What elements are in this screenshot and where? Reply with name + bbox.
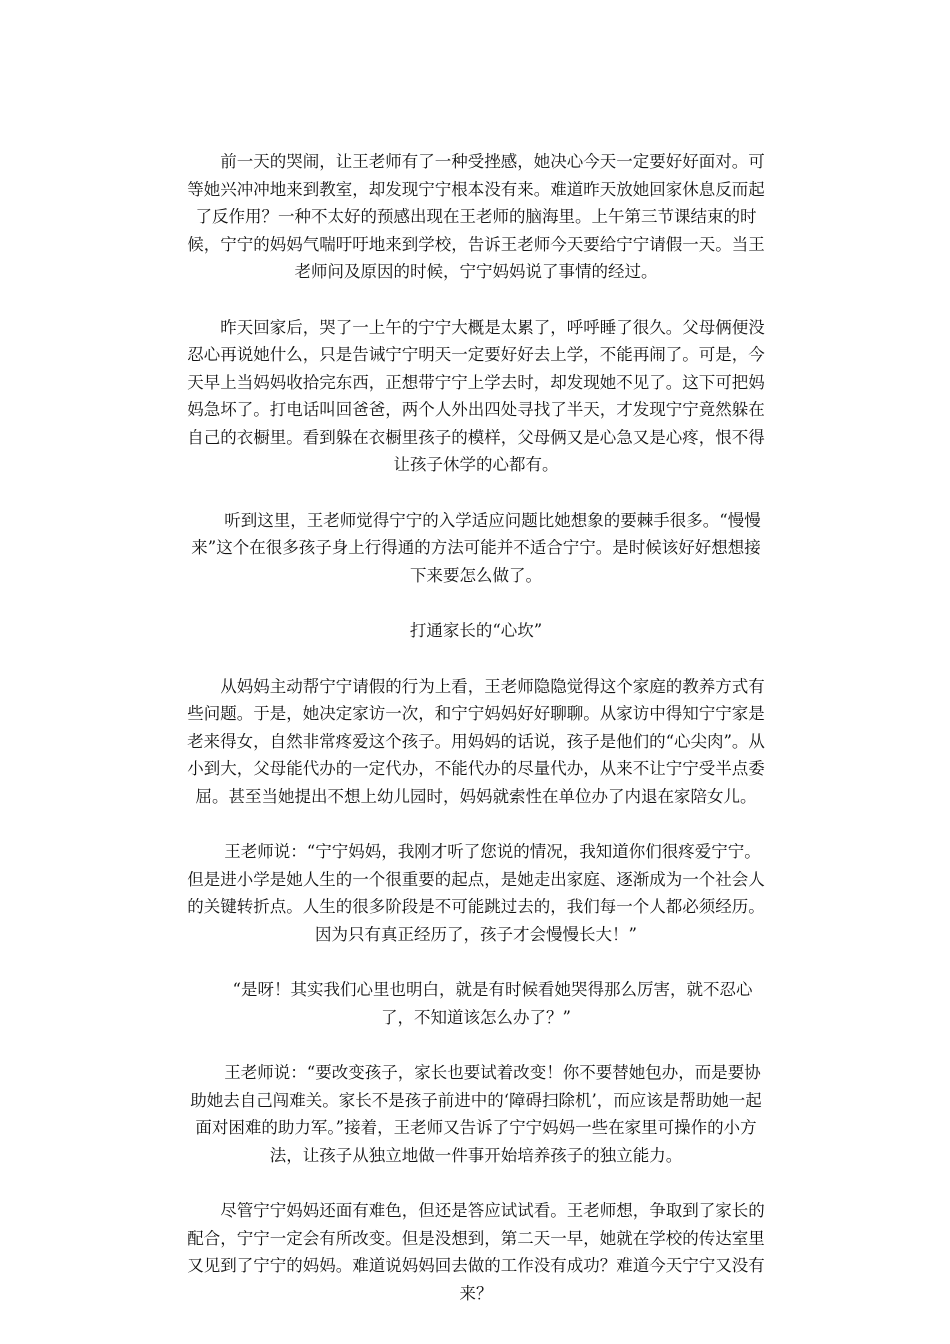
paragraph: 尽管宁宁妈妈还面有难色，但还是答应试试看。王老师想，争取到了家长的配合，宁宁一定会有所改变。但是没想到，第二天一早，她就在学校的传达室里又见到了宁宁的妈妈。难道说妈妈回去做的工作没有成功？难道今天宁宁又没有来？ xyxy=(187,1201,765,1303)
paragraph: 昨天回家后，哭了一上午的宁宁大概是太累了，呼呼睡了很久。父母俩便没忍心再说她什么，只是告诫宁宁明天一定要好好去上学，不能再闹了。可是，今天早上当妈妈收拾完东西，正想带宁宁上学去时，却发现她不见了。这下可把妈妈急坏了。打电话叫回爸爸，两个人外出四处寻找了半天，才发现宁宁竟然躲在自己的衣橱里。看到躲在衣橱里孩子的模样，父母俩又是心急又是心疼，恨不得让孩子休学的心都有。 xyxy=(187,317,765,474)
section-heading: 打通家长的“心坎” xyxy=(409,621,543,640)
paragraph: 从妈妈主动帮宁宁请假的行为上看，王老师隐隐觉得这个家庭的教养方式有些问题。于是，她决定家访一次，和宁宁妈妈好好聊聊。从家访中得知宁宁家是老来得女，自然非常疼爱这个孩子。用妈妈的话说，孩子是他们的“心尖肉”。从小到大，父母能代办的一定代办，不能代办的尽量代办，从来不让宁宁受半点委屈。甚至当她提出不想上幼儿园时，妈妈就索性在单位办了内退在家陪女儿。 xyxy=(187,676,765,806)
paragraph: 王老师说：“宁宁妈妈，我刚才听了您说的情况，我知道你们很疼爱宁宁。但是进小学是她人生的一个很重要的起点，是她走出家庭、逐渐成为一个社会人的关键转折点。人生的很多阶段是不可能跳过去的，我们每一个人都必须经历。因为只有真正经历了，孩子才会慢慢长大！” xyxy=(187,842,765,944)
paragraph: 前一天的哭闹，让王老师有了一种受挫感，她决心今天一定要好好面对。可等她兴冲冲地来到教室，却发现宁宁根本没有来。难道昨天放她回家休息反而起了反作用？一种不太好的预感出现在王老师的脑海里。上午第三节课结束的时候，宁宁的妈妈气喘吁吁地来到学校，告诉王老师今天要给宁宁请假一天。当王老师问及原因的时候，宁宁妈妈说了事情的经过。 xyxy=(187,152,765,281)
paragraph: “是呀！其实我们心里也明白，就是有时候看她哭得那么厉害，就不忍心了，不知道该怎么办了？” xyxy=(232,980,753,1027)
paragraph: 王老师说：“要改变孩子，家长也要试着改变！你不要替她包办，而是要协助她去自己闯难关。家长不是孩子前进中的‘障碍扫除机’，而应该是帮助她一起面对困难的助力军。”接着，王老师又告诉了宁宁妈妈一些在家里可操作的小方法，让孩子从独立地做一件事开始培养孩子的独立能力。 xyxy=(190,1063,762,1165)
paragraph: 听到这里，王老师觉得宁宁的入学适应问题比她想象的要棘手很多。“慢慢来”这个在很多孩子身上行得通的方法可能并不适合宁宁。是时候该好好想想接下来要怎么做了。 xyxy=(191,510,761,585)
document-body xyxy=(185,148,767,1307)
